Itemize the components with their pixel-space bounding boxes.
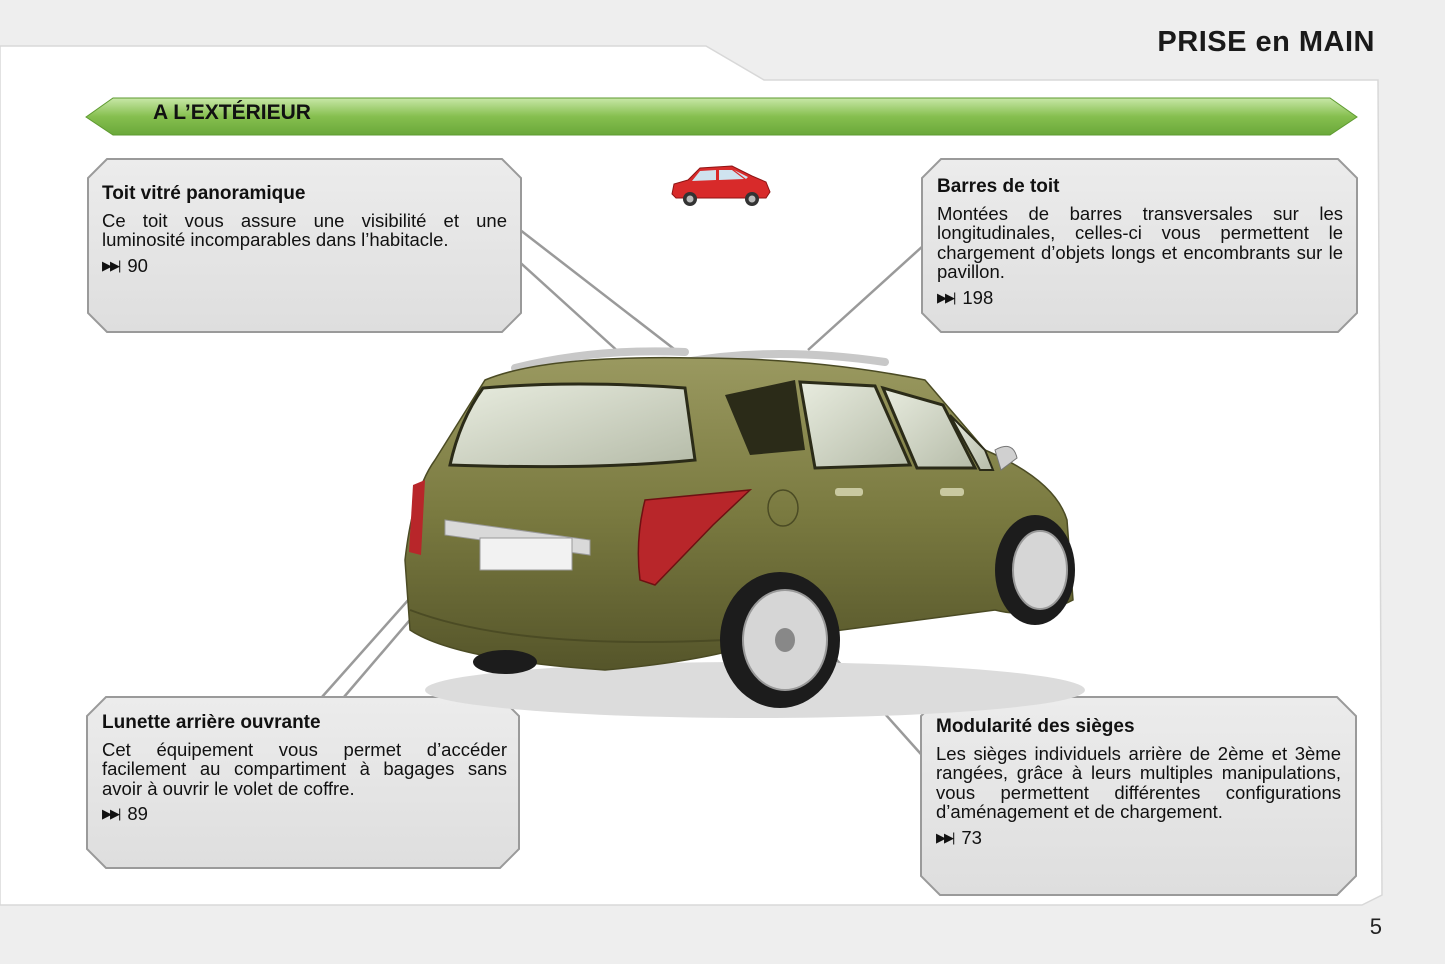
callout-text: Ce toit vous assure une visibilité et une luminosité incomparables dans l’habitacle. [102, 209, 507, 250]
callout-text: Cet équipement vous permet d’accéder facilement au compartiment à bagages sans avoir à ouvrir le volet de coffre. [102, 738, 507, 799]
page-reference[interactable] [102, 256, 507, 276]
reference-page-number: 89 [127, 803, 148, 824]
reference-page-number: 90 [127, 254, 148, 276]
callout-seat-modularity [936, 717, 1341, 847]
callout-text: Montées de barres transversales sur les longitudinales, celles-ci vous permettent le chargement d’objets longs et encombrants sur le pavillon. [937, 202, 1343, 282]
callout-panoramic-roof [102, 184, 507, 275]
page-reference[interactable] [937, 288, 1343, 308]
page-title: PRISE en MAIN [1157, 26, 1375, 58]
page-number: 5 [1369, 914, 1382, 939]
page-reference[interactable] [102, 804, 507, 824]
callout-rear-window [102, 713, 507, 824]
skip-forward-icon: ▶▶| [936, 829, 954, 845]
callout-title: Lunette arrière ouvrante [102, 712, 321, 733]
reference-page-number: 198 [962, 286, 994, 308]
reference-page-number: 73 [961, 826, 982, 848]
skip-forward-icon: ▶▶| [102, 806, 120, 821]
skip-forward-icon: ▶▶| [102, 257, 120, 273]
callout-title: Modularité des sièges [936, 716, 1135, 737]
page-reference[interactable] [936, 828, 1341, 848]
red-car-thumbnail [666, 160, 776, 212]
callout-title: Toit vitré panoramique [102, 183, 306, 204]
skip-forward-icon: ▶▶| [937, 289, 955, 305]
section-title: A L’EXTÉRIEUR [153, 101, 311, 124]
callout-roof-bars [937, 177, 1343, 307]
car-illustration [395, 340, 1085, 735]
callout-text: Les sièges individuels arrière de 2ème et 3ème rangées, grâce à leurs multiples manipulations, vous permettent différentes configurations d’aménagement et de chargement. [936, 742, 1341, 822]
callout-title: Barres de toit [937, 176, 1060, 197]
